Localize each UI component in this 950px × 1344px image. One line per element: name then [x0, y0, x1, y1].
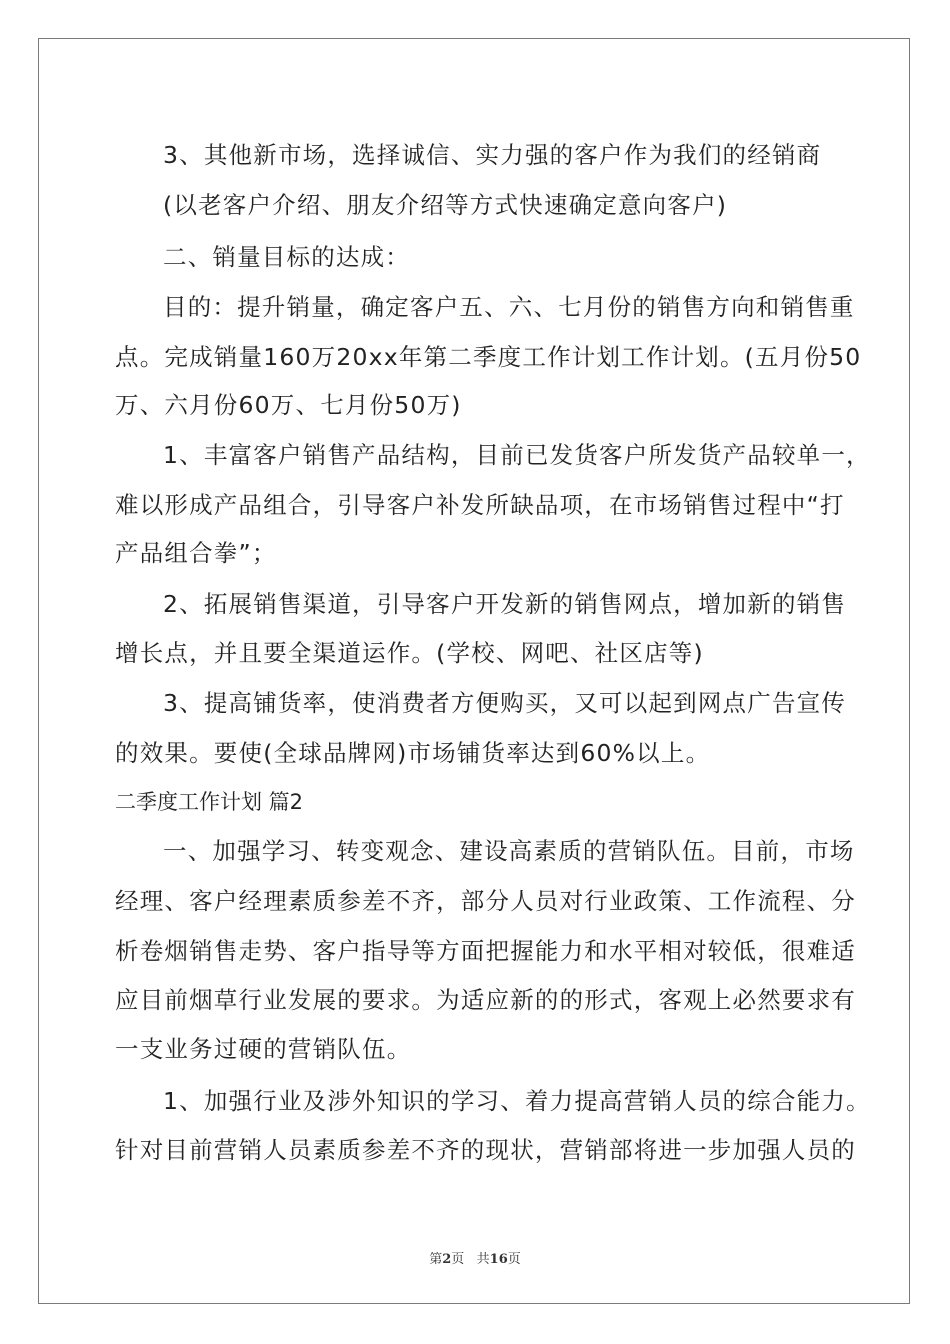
text-line: 点。完成销量160万20xx年第二季度工作计划工作计划。(五月份50 [115, 343, 862, 371]
text-line: 二、销量目标的达成： [163, 243, 410, 271]
text-line: 产品组合拳”； [115, 539, 277, 567]
text-line: 经理、客户经理素质参差不齐，部分人员对行业政策、工作流程、分 [115, 887, 856, 915]
text-line: 3、其他新市场，选择诚信、实力强的客户作为我们的经销商 [163, 141, 822, 169]
text-line: 针对目前营销人员素质参差不齐的现状，营销部将进一步加强人员的 [115, 1136, 856, 1164]
text-line: 析卷烟销售走势、客户指导等方面把握能力和水平相对较低，很难适 [115, 937, 856, 965]
section-heading: 二季度工作计划 篇2 [115, 790, 304, 814]
footer-total-pages: 16 [489, 1252, 508, 1267]
text-line: 3、提高铺货率，使消费者方便购买，又可以起到网点广告宣传 [163, 689, 847, 717]
text-line: 的效果。要使(全球品牌网)市场铺货率达到60%以上。 [115, 739, 711, 767]
footer-suffix: 页 [507, 1252, 521, 1267]
text-line: (以老客户介绍、朋友介绍等方式快速确定意向客户) [163, 191, 728, 219]
text-line: 目的：提升销量，确定客户五、六、七月份的销售方向和销售重 [163, 293, 855, 321]
footer-middle: 页 共 [451, 1252, 490, 1267]
page-footer [0, 1248, 950, 1267]
text-line: 增长点，并且要全渠道运作。(学校、网吧、社区店等) [115, 639, 704, 667]
text-line: 万、六月份60万、七月份50万) [115, 391, 462, 419]
text-line: 2、拓展销售渠道，引导客户开发新的销售网点，增加新的销售 [163, 590, 847, 618]
text-line: 应目前烟草行业发展的要求。为适应新的的形式，客观上必然要求有 [115, 986, 856, 1014]
footer-page-number: 2 [442, 1252, 452, 1267]
text-line: 一、加强学习、转变观念、建设高素质的营销队伍。目前，市场 [163, 837, 855, 865]
text-line: 难以形成产品组合，引导客户补发所缺品项，在市场销售过程中“打 [115, 491, 845, 519]
text-line: 1、加强行业及涉外知识的学习、着力提高营销人员的综合能力。 [163, 1087, 871, 1115]
text-line: 一支业务过硬的营销队伍。 [115, 1035, 412, 1063]
footer-prefix: 第 [429, 1252, 443, 1267]
text-line: 1、丰富客户销售产品结构，目前已发货客户所发货产品较单一， [163, 441, 871, 469]
